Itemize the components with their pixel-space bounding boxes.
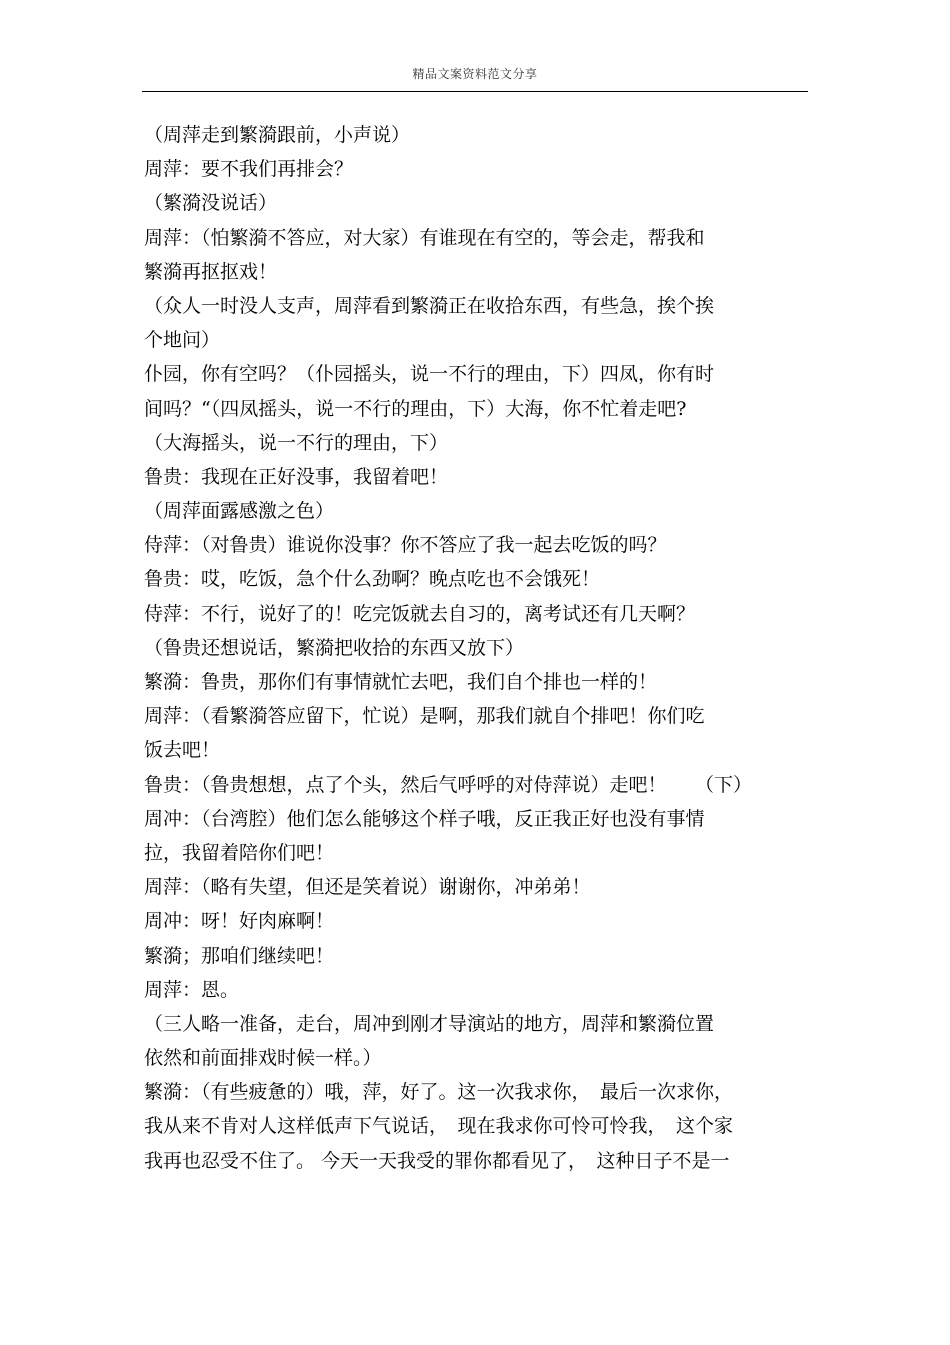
script-body	[144, 118, 808, 1178]
text-line: 周萍：（怕繁漪不答应，对大家）有谁现在有空的，等会走，帮我和	[144, 226, 705, 249]
text-line: 饭去吧！	[144, 739, 221, 762]
text-line: 繁漪：鲁贵，那你们有事情就忙去吧，我们自个排也一样的！	[144, 671, 658, 693]
text-line: 周萍：（看繁漪答应留下，忙说）是啊，那我们就自个排吧！你们吃	[144, 705, 705, 728]
text-line: 我再也忍受不住了。 今天一天我受的罪你都看见了， 这种日子不是一	[144, 1149, 730, 1172]
text-line: 间吗？“（四凤摇头，说一不行的理由，下）大海，你不忙着走吧?	[144, 397, 687, 420]
text-line: （三人略一准备，走台，周冲到刚才导演站的地方，周萍和繁漪位置	[144, 1012, 715, 1035]
text-line: 鲁贵：哎，吃饭，急个什么劲啊？晚点吃也不会饿死！	[144, 568, 601, 591]
text-line: 依然和前面排戏时候一样。）	[144, 1047, 382, 1070]
text-line: 繁漪再抠抠戏！	[144, 260, 278, 283]
text-line: （大海摇头，说一不行的理由，下）	[144, 431, 449, 454]
text-line: 繁漪；那咱们继续吧！	[144, 944, 335, 967]
text-line: 周萍：恩。	[144, 978, 240, 1001]
text-line: 周冲：呀！好肉麻啊！	[144, 910, 335, 933]
text-line: 周萍：要不我们再排会？	[144, 158, 354, 181]
text-line: 侍萍：不行，说好了的！吃完饭就去自习的，离考试还有几天啊？	[144, 602, 696, 625]
text-line: 我从来不肯对人这样低声下气说话， 现在我求你可怜可怜我， 这个家	[144, 1115, 734, 1138]
text-line: 鲁贵：我现在正好没事，我留着吧！	[144, 465, 449, 488]
text-line: （鲁贵还想说话，繁漪把收拾的东西又放下）	[144, 636, 525, 659]
page-header-title: 精品文案资料范文分享	[412, 67, 538, 81]
text-line: （周萍面露感激之色）	[144, 500, 335, 523]
text-line: 仆园，你有空吗？（仆园摇头，说一不行的理由，下）四凤，你有时	[144, 363, 715, 386]
text-line: 个地问）	[144, 329, 221, 352]
text-line: 侍萍：（对鲁贵）谁说你没事？你不答应了我一起去吃饭的吗？	[144, 534, 667, 557]
text-line: 鲁贵：（鲁贵想想，点了个头，然后气呼呼的对侍萍说）走吧！ （下）	[144, 773, 753, 796]
text-line: 周冲：（台湾腔）他们怎么能够这个样子哦，反正我正好也没有事情	[144, 807, 705, 830]
text-line: 繁漪：（有些疲惫的）哦，萍，好了。这一次我求你， 最后一次求你，	[144, 1081, 734, 1104]
text-line: 周萍：（略有失望，但还是笑着说）谢谢你，冲弟弟！	[144, 876, 591, 899]
text-line: （众人一时没人支声，周萍看到繁漪正在收拾东西，有些急，挨个挨	[144, 294, 715, 317]
text-line: （繁漪没说话）	[144, 192, 278, 215]
text-line: 拉，我留着陪你们吧！	[144, 841, 335, 864]
text-line: （周萍走到繁漪跟前，小声说）	[144, 124, 411, 146]
header-divider	[142, 91, 808, 92]
